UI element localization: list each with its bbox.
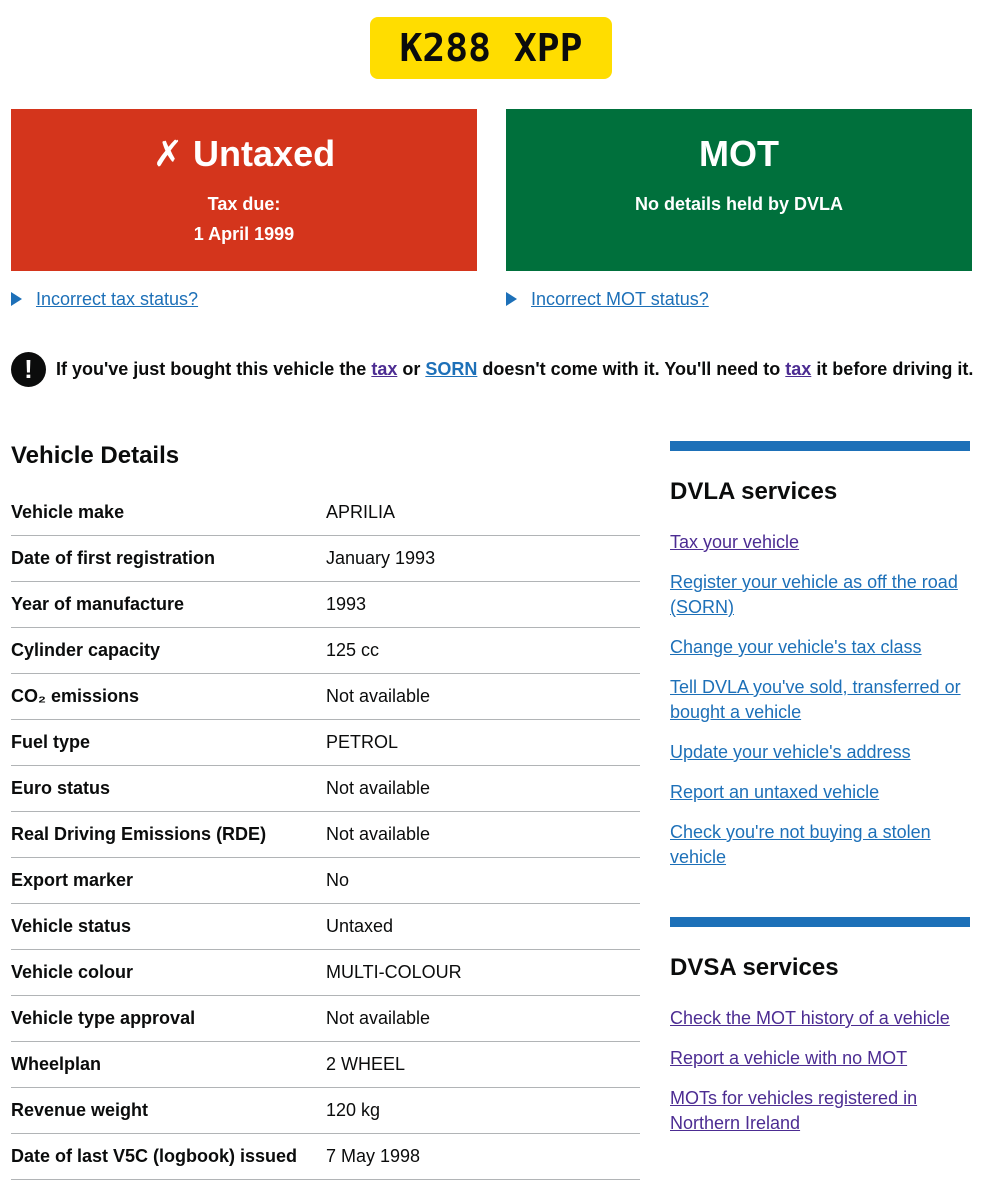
table-row — [11, 674, 640, 720]
row-key: Date of first registration — [11, 548, 216, 568]
table-row — [11, 536, 640, 582]
table-row — [11, 582, 640, 628]
row-key: Real Driving Emissions (RDE) — [11, 824, 267, 844]
warning-text-part: or — [397, 358, 426, 379]
list-item — [670, 530, 970, 555]
list-item — [670, 635, 970, 660]
list-item — [670, 1086, 970, 1136]
sorn-link[interactable]: SORN — [425, 358, 478, 379]
dvsa-services-panel — [670, 917, 970, 1151]
mot-history-link[interactable]: Check the MOT history of a vehicle — [670, 1008, 950, 1028]
row-key: Cylinder capacity — [11, 640, 161, 660]
table-row — [11, 1134, 640, 1180]
tax-link[interactable]: tax — [785, 358, 812, 379]
row-key: Date of last V5C (logbook) issued — [11, 1146, 298, 1166]
row-value: Not available — [326, 778, 431, 798]
dvsa-services-title: DVSA services — [670, 954, 839, 981]
table-row — [11, 628, 640, 674]
change-tax-class-link[interactable]: Change your vehicle's tax class — [670, 637, 922, 657]
tax-status-panel — [11, 109, 477, 271]
row-value: APRILIA — [326, 502, 396, 522]
vehicle-details-table — [11, 490, 640, 1180]
section-divider-bar — [670, 917, 970, 927]
table-row — [11, 996, 640, 1042]
row-value: Untaxed — [326, 916, 394, 936]
check-stolen-link[interactable]: Check you're not buying a stolen vehicle — [670, 822, 931, 867]
table-row — [11, 858, 640, 904]
vehicle-details-title: Vehicle Details — [11, 442, 180, 469]
row-value: PETROL — [326, 732, 399, 752]
warning-notice — [11, 351, 974, 387]
row-value: Not available — [326, 1008, 431, 1028]
list-item — [670, 1046, 970, 1071]
list-item — [670, 740, 970, 765]
mots-northern-ireland-link[interactable]: MOTs for vehicles registered in Northern Ireland — [670, 1088, 918, 1133]
warning-text-part: doesn't come with it. You'll need to — [477, 358, 786, 379]
row-key: Vehicle colour — [11, 962, 134, 982]
row-value: 2 WHEEL — [326, 1054, 406, 1074]
dvla-services-panel — [670, 441, 970, 885]
tax-due-label: Tax due: — [207, 194, 281, 214]
row-value: 1993 — [326, 594, 367, 614]
row-key: CO₂ emissions — [11, 686, 140, 706]
mot-status-heading: MOT — [699, 133, 779, 174]
list-item — [670, 1006, 970, 1031]
row-key: Vehicle type approval — [11, 1008, 196, 1028]
row-value: No — [326, 870, 350, 890]
report-no-mot-link[interactable]: Report a vehicle with no MOT — [670, 1048, 908, 1068]
expand-triangle-icon — [11, 292, 22, 306]
row-value: January 1993 — [326, 548, 436, 568]
update-address-link[interactable]: Update your vehicle's address — [670, 742, 911, 762]
row-key: Vehicle status — [11, 916, 132, 936]
report-untaxed-link[interactable]: Report an untaxed vehicle — [670, 782, 880, 802]
row-value: 120 kg — [326, 1100, 381, 1120]
row-value: Not available — [326, 824, 431, 844]
list-item — [670, 675, 970, 725]
incorrect-mot-status-toggle[interactable] — [506, 287, 709, 311]
dvsa-services-list — [670, 1006, 970, 1136]
table-row — [11, 490, 640, 536]
incorrect-mot-status-link[interactable]: Incorrect MOT status? — [531, 288, 709, 309]
row-key: Euro status — [11, 778, 111, 798]
row-value: 125 cc — [326, 640, 380, 660]
register-sorn-link[interactable]: Register your vehicle as off the road (SORN) — [670, 572, 958, 617]
table-row — [11, 766, 640, 812]
row-key: Vehicle make — [11, 502, 125, 522]
warning-text — [56, 359, 973, 380]
tax-due-date: 1 April 1999 — [193, 224, 295, 244]
tax-your-vehicle-link[interactable]: Tax your vehicle — [670, 532, 800, 552]
section-divider-bar — [670, 441, 970, 451]
dvla-services-list — [670, 530, 970, 870]
row-key: Year of manufacture — [11, 594, 185, 614]
exclamation-icon: ! — [11, 352, 46, 387]
tax-link[interactable]: tax — [371, 358, 398, 379]
table-row — [11, 904, 640, 950]
expand-triangle-icon — [506, 292, 517, 306]
registration-plate: K288 XPP — [370, 17, 612, 79]
table-row — [11, 812, 640, 858]
mot-status-panel — [506, 109, 972, 271]
tax-status-heading: ✗ Untaxed — [152, 133, 336, 174]
row-value: Not available — [326, 686, 431, 706]
row-key: Wheelplan — [11, 1054, 102, 1074]
table-row — [11, 1088, 640, 1134]
table-row — [11, 1042, 640, 1088]
warning-text-part: it before driving it. — [811, 358, 974, 379]
list-item — [670, 570, 970, 620]
row-key: Export marker — [11, 870, 134, 890]
incorrect-tax-status-toggle[interactable] — [11, 287, 198, 311]
incorrect-tax-status-link[interactable]: Incorrect tax status? — [36, 288, 199, 309]
warning-text-part: If you've just bought this vehicle the — [56, 358, 372, 379]
row-value: 7 May 1998 — [326, 1146, 421, 1166]
tax-due-text — [11, 189, 477, 249]
dvla-services-title: DVLA services — [670, 478, 838, 505]
list-item — [670, 820, 970, 870]
tell-dvla-sold-link[interactable]: Tell DVLA you've sold, transferred or bought a vehicle — [670, 677, 961, 722]
mot-status-text: No details held by DVLA — [634, 194, 844, 214]
table-row — [11, 950, 640, 996]
table-row — [11, 720, 640, 766]
row-key: Revenue weight — [11, 1100, 149, 1120]
row-value: MULTI-COLOUR — [326, 962, 462, 982]
row-key: Fuel type — [11, 732, 91, 752]
list-item — [670, 780, 970, 805]
